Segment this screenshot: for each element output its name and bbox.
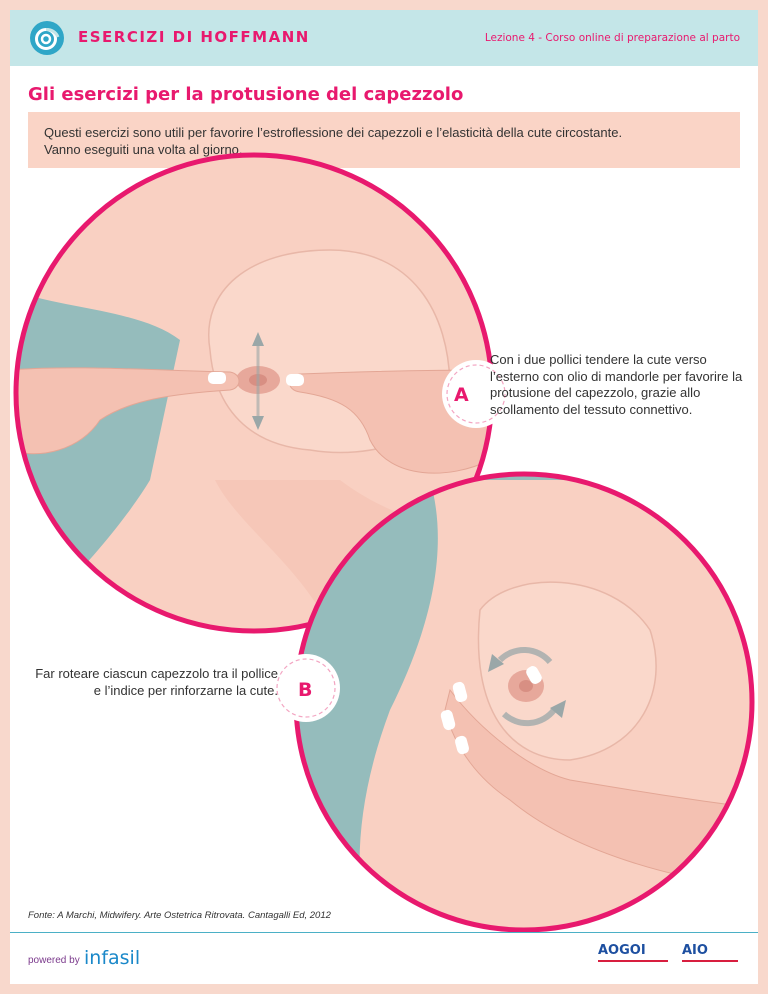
page-title: Gli esercizi per la protusione del capezzolo [28, 84, 464, 105]
partner-logo-aio [682, 944, 738, 974]
badge-b-label: B [298, 679, 313, 701]
intro-line-1: Questi esercizi sono utili per favorire l’estroflessione dei capezzoli e l’elasticità della cute circostante. [44, 125, 623, 140]
partner-name: AIO [682, 943, 708, 958]
illustration [10, 10, 758, 984]
footer-divider [10, 932, 758, 933]
partner-name: AOGOI [598, 943, 646, 958]
brand-title: ESERCIZI DI HOFFMANN [78, 28, 310, 46]
intro-line-2: Vanno eseguiti una volta al giorno. [44, 142, 243, 157]
powered-by-label: powered by [28, 955, 80, 966]
partner-logo-aogoi [598, 944, 668, 974]
source-citation: Fonte: A Marchi, Midwifery. Arte Ostetrica Ritrovata. Cantagalli Ed, 2012 [28, 910, 331, 921]
partner-underline [598, 960, 668, 962]
exercise-b-description: Far roteare ciascun capezzolo tra il pollice e l’indice per rinforzarne la cute. [35, 666, 278, 698]
sponsor-logo: infasil [84, 947, 141, 969]
lesson-label: Lezione 4 - Corso online di preparazione al parto [484, 32, 740, 44]
exercise-a-description: Con i due pollici tendere la cute verso l’esterno con olio di mandorle per favorire la protusione del capezzolo, grazie allo scollamento del tessuto connettivo. [490, 352, 743, 417]
badge-b [272, 654, 340, 722]
badge-a-label: A [454, 384, 469, 406]
partner-underline [682, 960, 738, 962]
page [10, 10, 758, 984]
